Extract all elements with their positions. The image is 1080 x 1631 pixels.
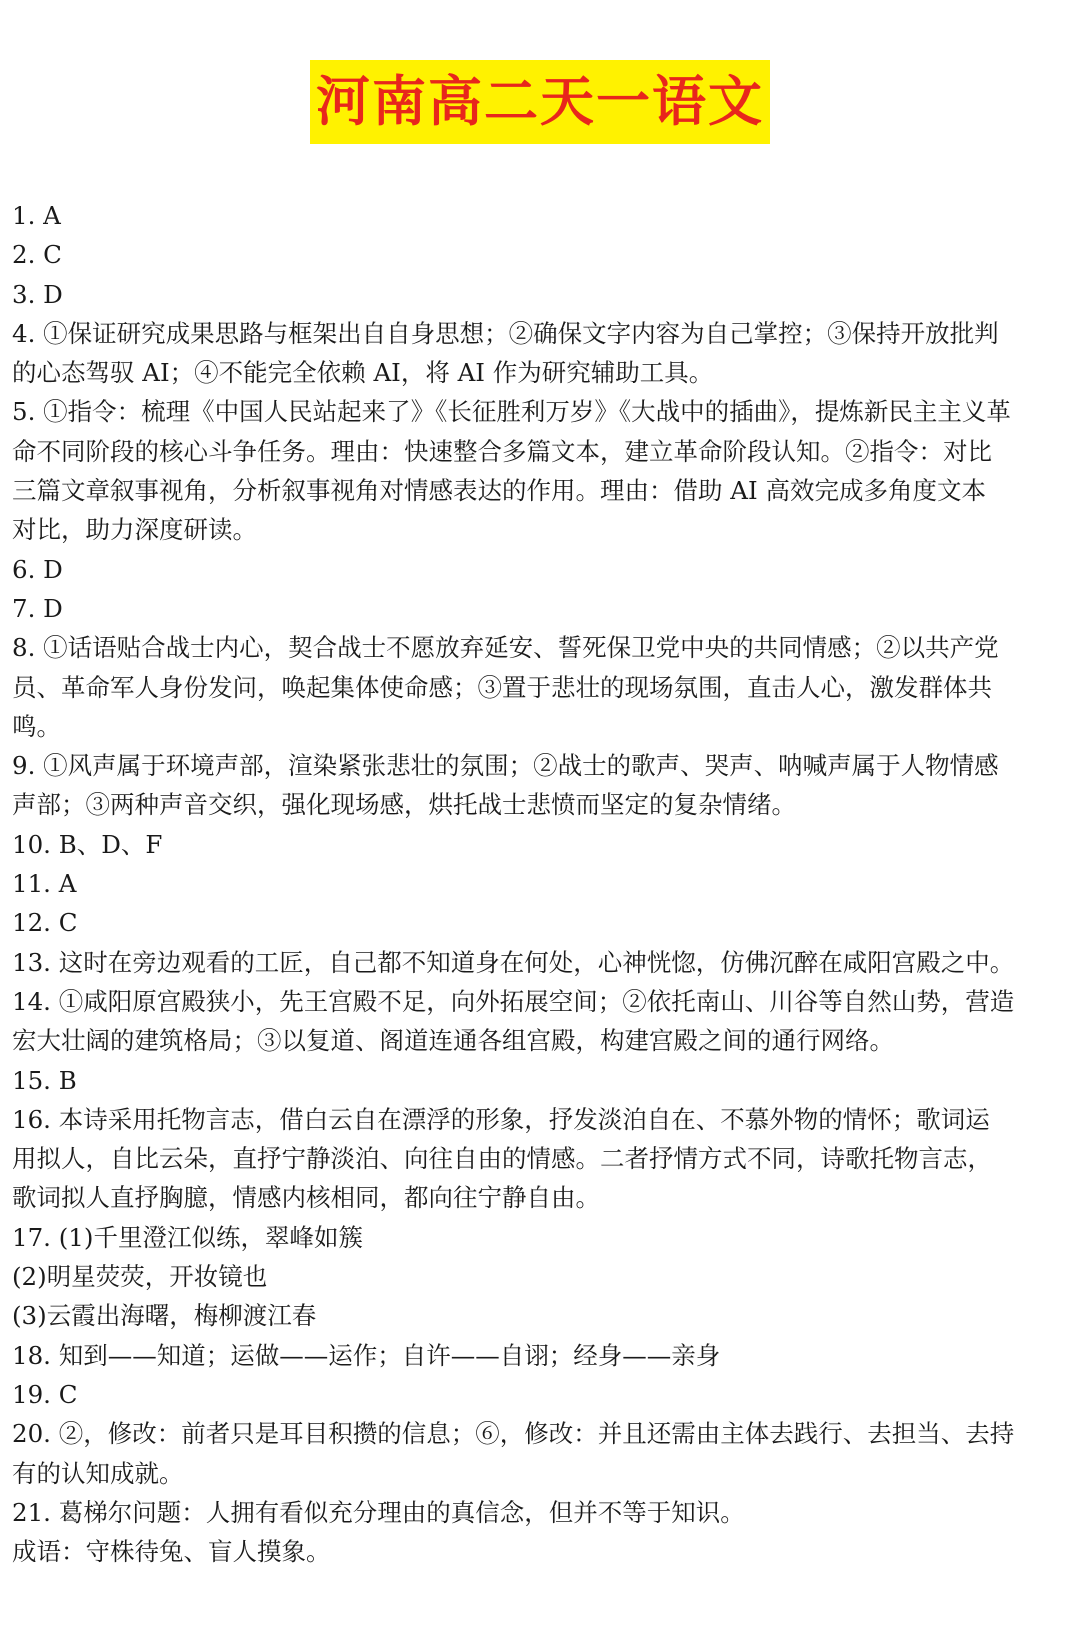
answer-line: 三篇文章叙事视角，分析叙事视角对情感表达的作用。理由：借助 AI 高效完成多角度文本 — [12, 476, 986, 506]
answer-line: 14. ①咸阳原宫殿狭小，先王宫殿不足，向外拓展空间；②依托南山、川谷等自然山势，营造 — [12, 986, 1015, 1016]
page-title: 河南高二天一语文 — [310, 60, 770, 144]
answer-line: 对比，助力深度研读。 — [12, 515, 257, 545]
answer-line: 20. ②，修改：前者只是耳目积攒的信息；⑥，修改：并且还需由主体去践行、去担当、去持 — [12, 1419, 1015, 1449]
answer-line: 歌词拟人直抒胸臆，情感内核相同，都向往宁静自由。 — [12, 1183, 600, 1213]
title-banner — [0, 60, 1080, 144]
answer-line: 16. 本诗采用托物言志，借白云自在漂浮的形象，抒发淡泊自在、不慕外物的情怀；歌词运 — [12, 1104, 990, 1134]
answer-line: 10. B、D、F — [12, 829, 163, 859]
answer-line: 15. B — [12, 1065, 77, 1095]
answer-line: 13. 这时在旁边观看的工匠，自己都不知道身在何处，心神恍惚，仿佛沉醉在咸阳宫殿之中。 — [12, 947, 1015, 977]
answer-line: 2. C — [12, 240, 62, 270]
answer-line: (2)明星荧荧，开妆镜也 — [12, 1262, 268, 1292]
answer-line: 员、革命军人身份发问，唤起集体使命感；③置于悲壮的现场氛围，直击人心，激发群体共 — [12, 672, 992, 702]
answer-line: 3. D — [12, 279, 63, 309]
answer-line: 9. ①风声属于环境声部，渲染紧张悲壮的氛围；②战士的歌声、哭声、呐喊声属于人物情感 — [12, 751, 999, 781]
answer-line: 11. A — [12, 869, 77, 899]
answer-list — [12, 196, 1070, 1571]
answer-line: 6. D — [12, 554, 63, 584]
answer-line: 21. 葛梯尔问题：人拥有看似充分理由的真信念，但并不等于知识。 — [12, 1497, 745, 1527]
answer-line: 鸣。 — [12, 711, 61, 741]
answer-line: 宏大壮阔的建筑格局；③以复道、阁道连通各组宫殿，构建宫殿之间的通行网络。 — [12, 1026, 894, 1056]
answer-line: (3)云霞出海曙，梅柳渡江春 — [12, 1301, 317, 1331]
answer-line: 用拟人，自比云朵，直抒宁静淡泊、向往自由的情感。二者抒情方式不同，诗歌托物言志， — [12, 1144, 992, 1174]
answer-line: 7. D — [12, 593, 63, 623]
answer-line: 有的认知成就。 — [12, 1458, 184, 1488]
answer-line: 17. (1)千里澄江似练，翠峰如簇 — [12, 1222, 363, 1252]
answer-line: 成语：守株待兔、盲人摸象。 — [12, 1537, 331, 1567]
answer-line: 18. 知到——知道；运做——运作；自许——自诩；经身——亲身 — [12, 1340, 721, 1370]
answer-line: 5. ①指令：梳理《中国人民站起来了》《长征胜利万岁》《大战中的插曲》，提炼新民主主义革 — [12, 397, 1011, 427]
answer-line: 8. ①话语贴合战士内心，契合战士不愿放弃延安、誓死保卫党中央的共同情感；②以共产党 — [12, 633, 999, 663]
answer-line: 19. C — [12, 1379, 78, 1409]
answer-line: 4. ①保证研究成果思路与框架出自自身思想；②确保文字内容为自己掌控；③保持开放批判 — [12, 318, 999, 348]
answer-line: 1. A — [12, 201, 61, 230]
answer-line: 的心态驾驭 AI；④不能完全依赖 AI，将 AI 作为研究辅助工具。 — [12, 358, 714, 388]
answer-line: 命不同阶段的核心斗争任务。理由：快速整合多篇文本，建立革命阶段认知。②指令：对比 — [12, 436, 992, 466]
answer-line: 声部；③两种声音交织，强化现场感，烘托战士悲愤而坚定的复杂情绪。 — [12, 790, 796, 820]
answer-line: 12. C — [12, 908, 78, 938]
